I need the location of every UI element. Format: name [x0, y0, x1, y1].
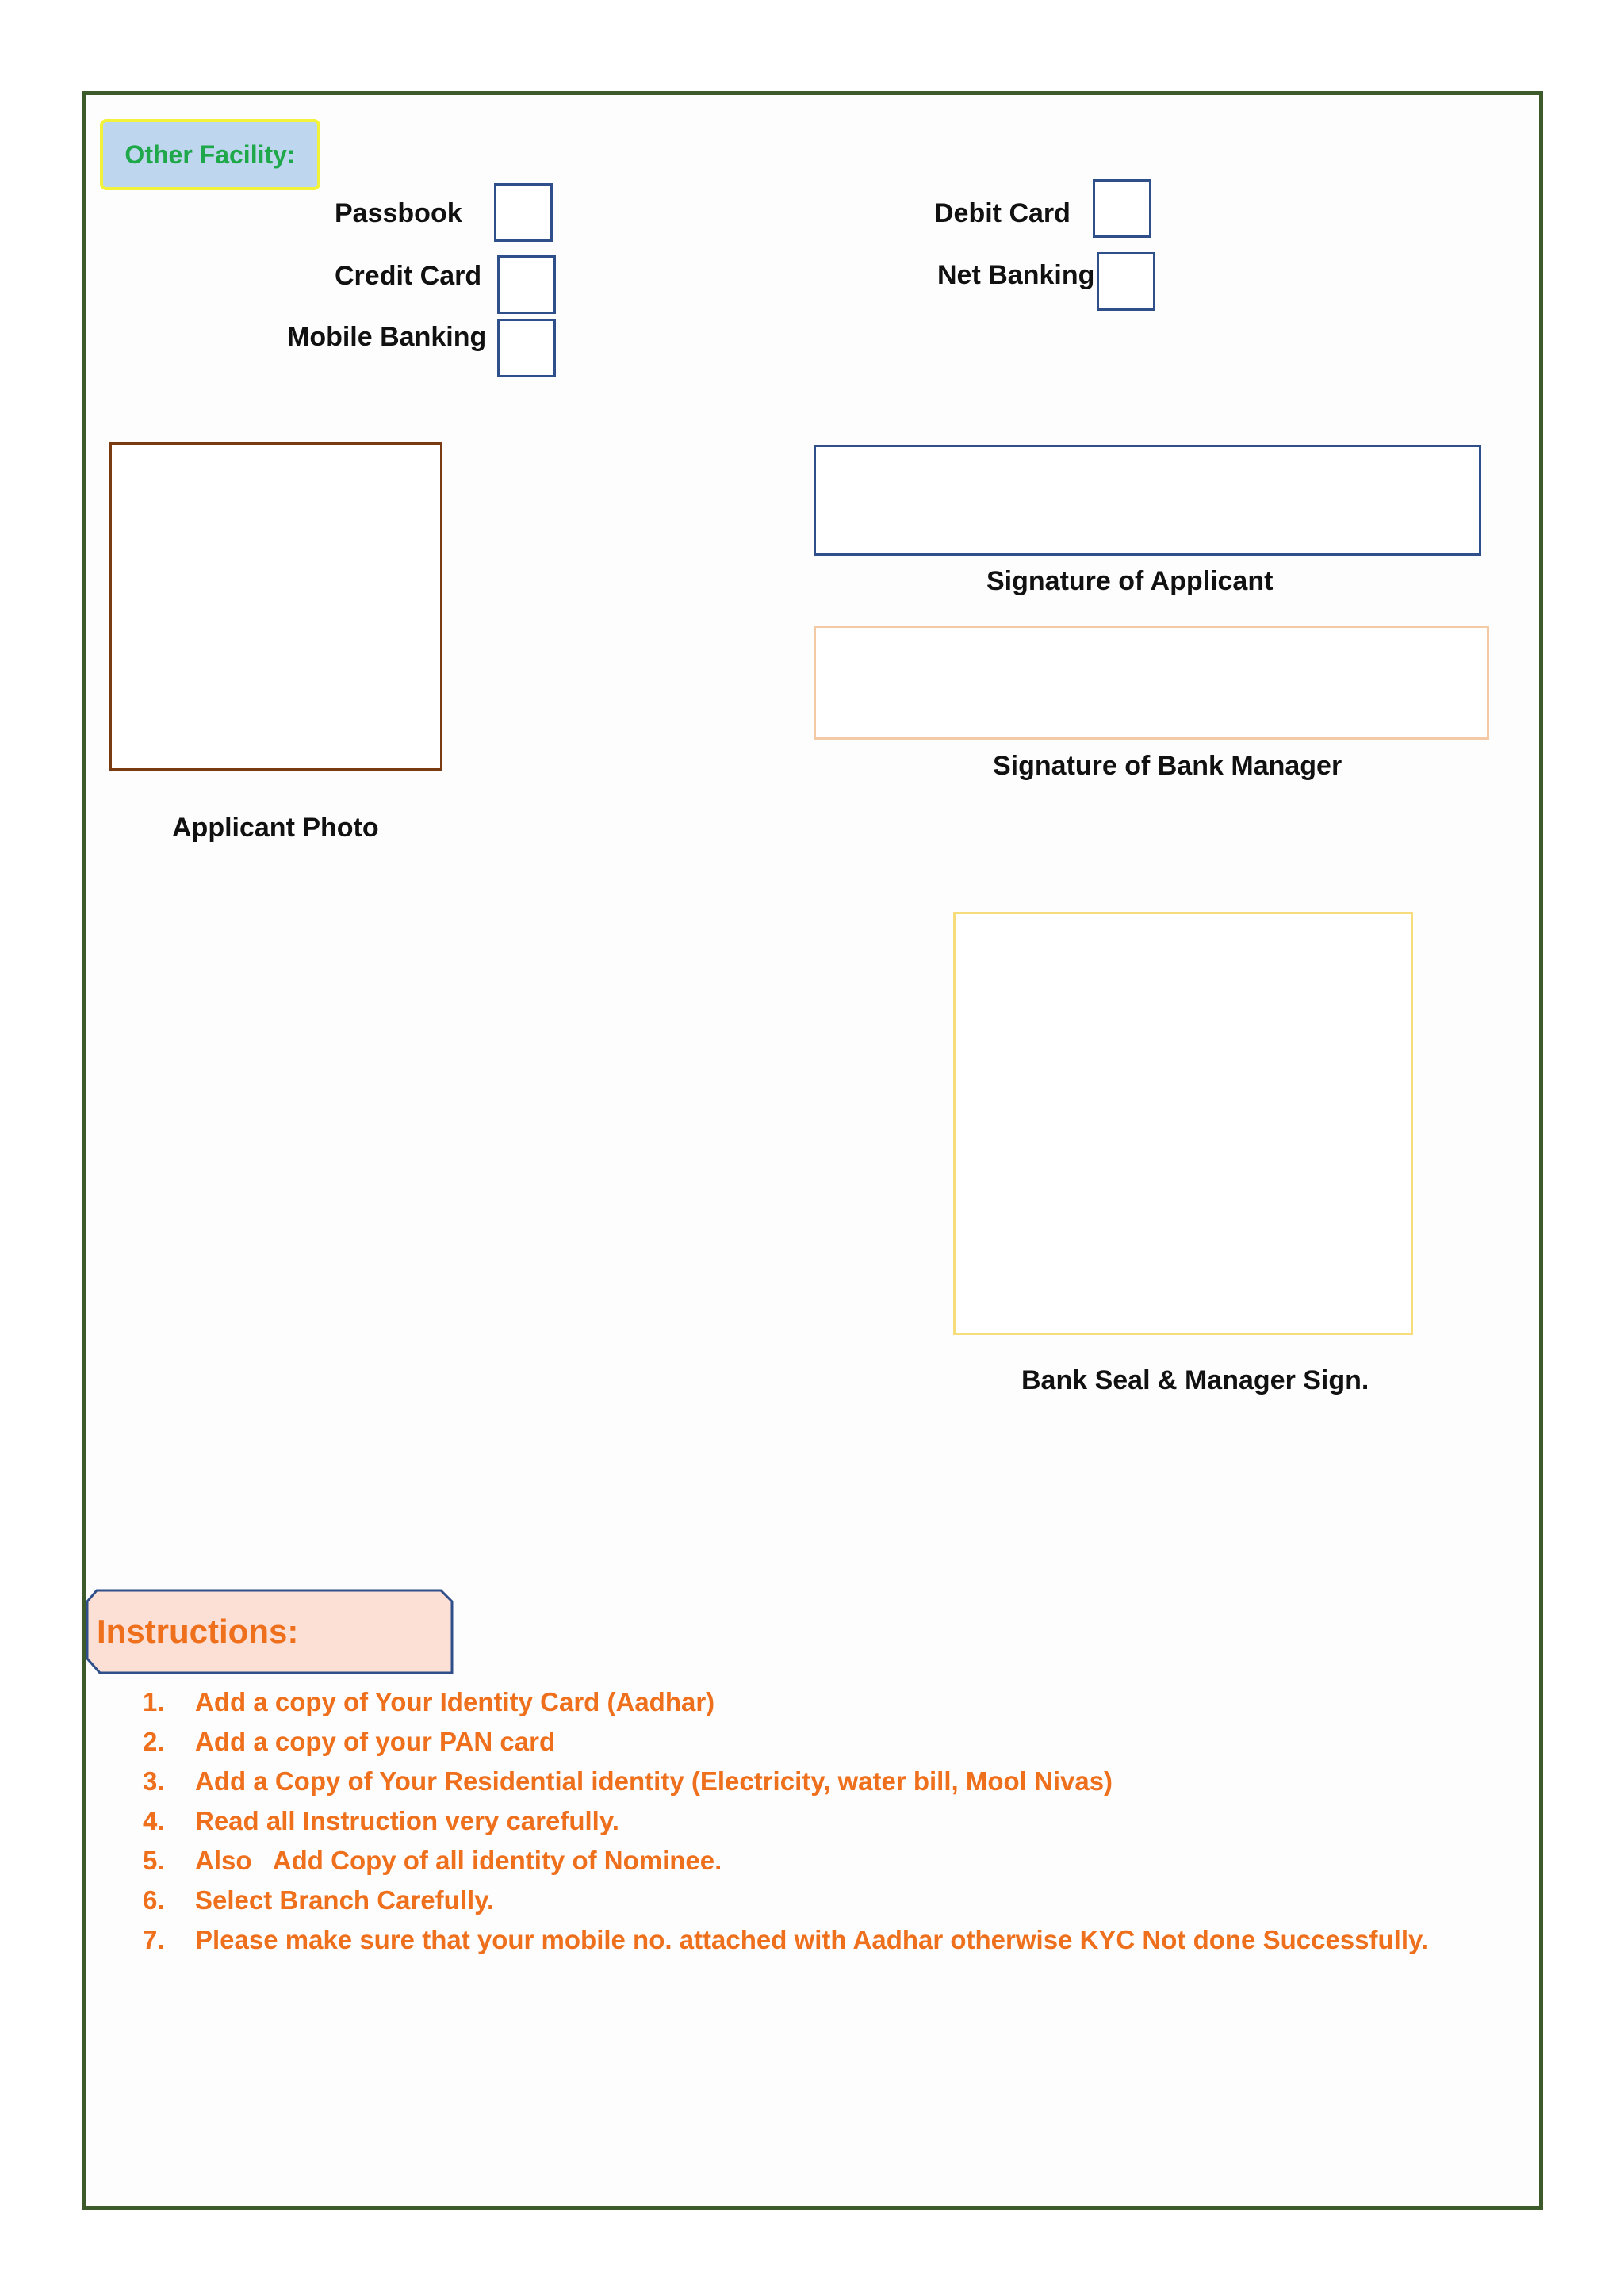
other-facility-heading: [100, 119, 320, 190]
manager-signature-label: Signature of Bank Manager: [993, 751, 1342, 781]
instruction-item: [143, 1920, 1428, 1960]
passbook-checkbox[interactable]: [494, 183, 553, 242]
instructions-list: [143, 1682, 1428, 1960]
instruction-number: 6.: [143, 1885, 165, 1915]
net-banking-checkbox[interactable]: [1097, 252, 1155, 311]
instruction-item: [143, 1682, 1428, 1722]
instruction-item: [143, 1722, 1428, 1762]
applicant-signature-box[interactable]: [814, 445, 1481, 556]
instructions-title: Instructions:: [97, 1613, 299, 1650]
instruction-text: Read all Instruction very carefully.: [195, 1806, 619, 1835]
debit-card-checkbox[interactable]: [1093, 179, 1151, 238]
instruction-text: Also Add Copy of all identity of Nominee.: [195, 1846, 722, 1875]
instruction-number: 2.: [143, 1727, 165, 1756]
credit-card-checkbox[interactable]: [497, 255, 556, 314]
applicant-signature-label: Signature of Applicant: [986, 566, 1274, 596]
credit-card-label: Credit Card: [335, 261, 482, 291]
instruction-text: Add a Copy of Your Residential identity (Electricity, water bill, Mool Nivas): [195, 1766, 1113, 1796]
applicant-photo-box[interactable]: [109, 442, 442, 771]
instruction-text: Add a copy of Your Identity Card (Aadhar): [195, 1687, 715, 1716]
mobile-banking-label: Mobile Banking: [287, 322, 487, 352]
bank-seal-label: Bank Seal & Manager Sign.: [1021, 1365, 1369, 1395]
passbook-label: Passbook: [335, 198, 462, 228]
instruction-number: 5.: [143, 1846, 165, 1875]
instruction-number: 7.: [143, 1925, 165, 1954]
other-facility-title: Other Facility:: [124, 140, 296, 169]
instruction-item: [143, 1762, 1428, 1801]
instruction-item: [143, 1801, 1428, 1841]
instructions-heading: [86, 1589, 455, 1674]
bank-seal-box[interactable]: [953, 912, 1413, 1335]
instruction-text: Add a copy of your PAN card: [195, 1727, 556, 1756]
instruction-number: 3.: [143, 1766, 165, 1796]
net-banking-label: Net Banking: [937, 260, 1095, 290]
debit-card-label: Debit Card: [934, 198, 1071, 228]
instruction-item: [143, 1881, 1428, 1920]
mobile-banking-checkbox[interactable]: [497, 319, 556, 377]
instruction-item: [143, 1841, 1428, 1881]
instruction-text: Please make sure that your mobile no. attached with Aadhar otherwise KYC Not done Successfully.: [195, 1925, 1429, 1954]
instruction-text: Select Branch Carefully.: [195, 1885, 495, 1915]
manager-signature-box[interactable]: [814, 626, 1489, 740]
instruction-number: 1.: [143, 1687, 165, 1716]
instruction-number: 4.: [143, 1806, 165, 1835]
applicant-photo-label: Applicant Photo: [172, 813, 379, 843]
